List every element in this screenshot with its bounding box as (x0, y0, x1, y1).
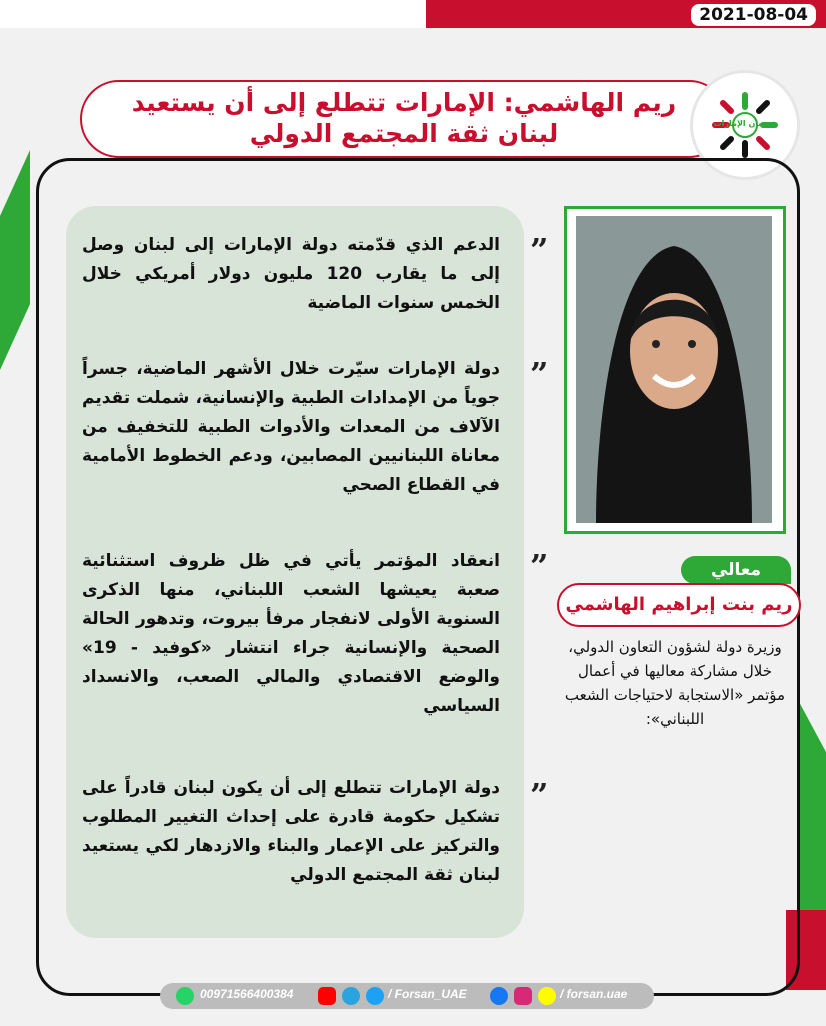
youtube-icon[interactable] (318, 987, 336, 1005)
person-name: ريم بنت إبراهيم الهاشمي (557, 583, 801, 627)
social-footer (160, 983, 654, 1009)
twitter-icon[interactable] (366, 987, 384, 1005)
snapchat-icon[interactable] (538, 987, 556, 1005)
headline-box (80, 80, 728, 158)
quote-2: دولة الإمارات سيّرت خلال الأشهر الماضية، جسراً جوياً من الإمدادات الطبية والإنسانية، شملت تقديم الآلاف من المعدات والأدوات الطبية للتخفيف من معاناة اللبنانيين المصابين، ودعم الخطوط الأمامية في القطاع الصحي (82, 359, 500, 495)
whatsapp-icon[interactable] (176, 987, 194, 1005)
left-green-accent (0, 150, 30, 370)
logo-text: فرسان الإمارات (713, 119, 777, 128)
social-handle[interactable]: / Forsan_UAE (388, 987, 467, 1001)
headline-line1: ريم الهاشمي: الإمارات تتطلع إلى أن يستعيد (131, 88, 677, 117)
site-handle[interactable]: / forsan.uae (560, 987, 628, 1001)
honorific-tag: معالي (681, 556, 791, 584)
quote-1: الدعم الذي قدّمته دولة الإمارات إلى لبنان وصل إلى ما يقارب 120 مليون دولار أمريكي خلال الخمس سنوات الماضية (82, 235, 500, 313)
instagram-icon[interactable] (514, 987, 532, 1005)
telegram-icon[interactable] (342, 987, 360, 1005)
quote-mark-icon: ” (530, 776, 549, 814)
whatsapp-number[interactable]: 00971566400384 (200, 987, 294, 1001)
person-role: وزيرة دولة لشؤون التعاون الدولي، خلال مشاركة معاليها في أعمال مؤتمر «الاستجابة لاحتياجات الشعب اللبناني»: (564, 638, 786, 728)
quote-4: دولة الإمارات تتطلع إلى أن يكون لبنان قادراً على تشكيل حكومة قادرة على إحداث التغيير المطلوب والتركيز على الإعمار والبناء والازدهار لكي يستعيد لبنان ثقة المجتمع الدولي (82, 778, 500, 885)
quote-mark-icon: ” (530, 355, 549, 393)
facebook-icon[interactable] (490, 987, 508, 1005)
portrait-photo (576, 216, 772, 523)
headline-line2: لبنان ثقة المجتمع الدولي (249, 119, 559, 148)
date-label: 2021-08-04 (691, 4, 816, 26)
quote-mark-icon: ” (530, 547, 549, 585)
quote-3: انعقاد المؤتمر يأتي في ظل ظروف استثنائية صعبة يعيشها الشعب اللبناني، منها الذكرى السنوية الأولى لانفجار مرفأ بيروت، وتدهور الحالة الصحية والإنسانية جراء انتشار «كوفيد - 19» والوضع الاقتصادي والمالي الصعب، والانسداد السياسي (82, 551, 500, 716)
quote-mark-icon: ” (530, 231, 549, 269)
top-white-band (0, 0, 440, 28)
